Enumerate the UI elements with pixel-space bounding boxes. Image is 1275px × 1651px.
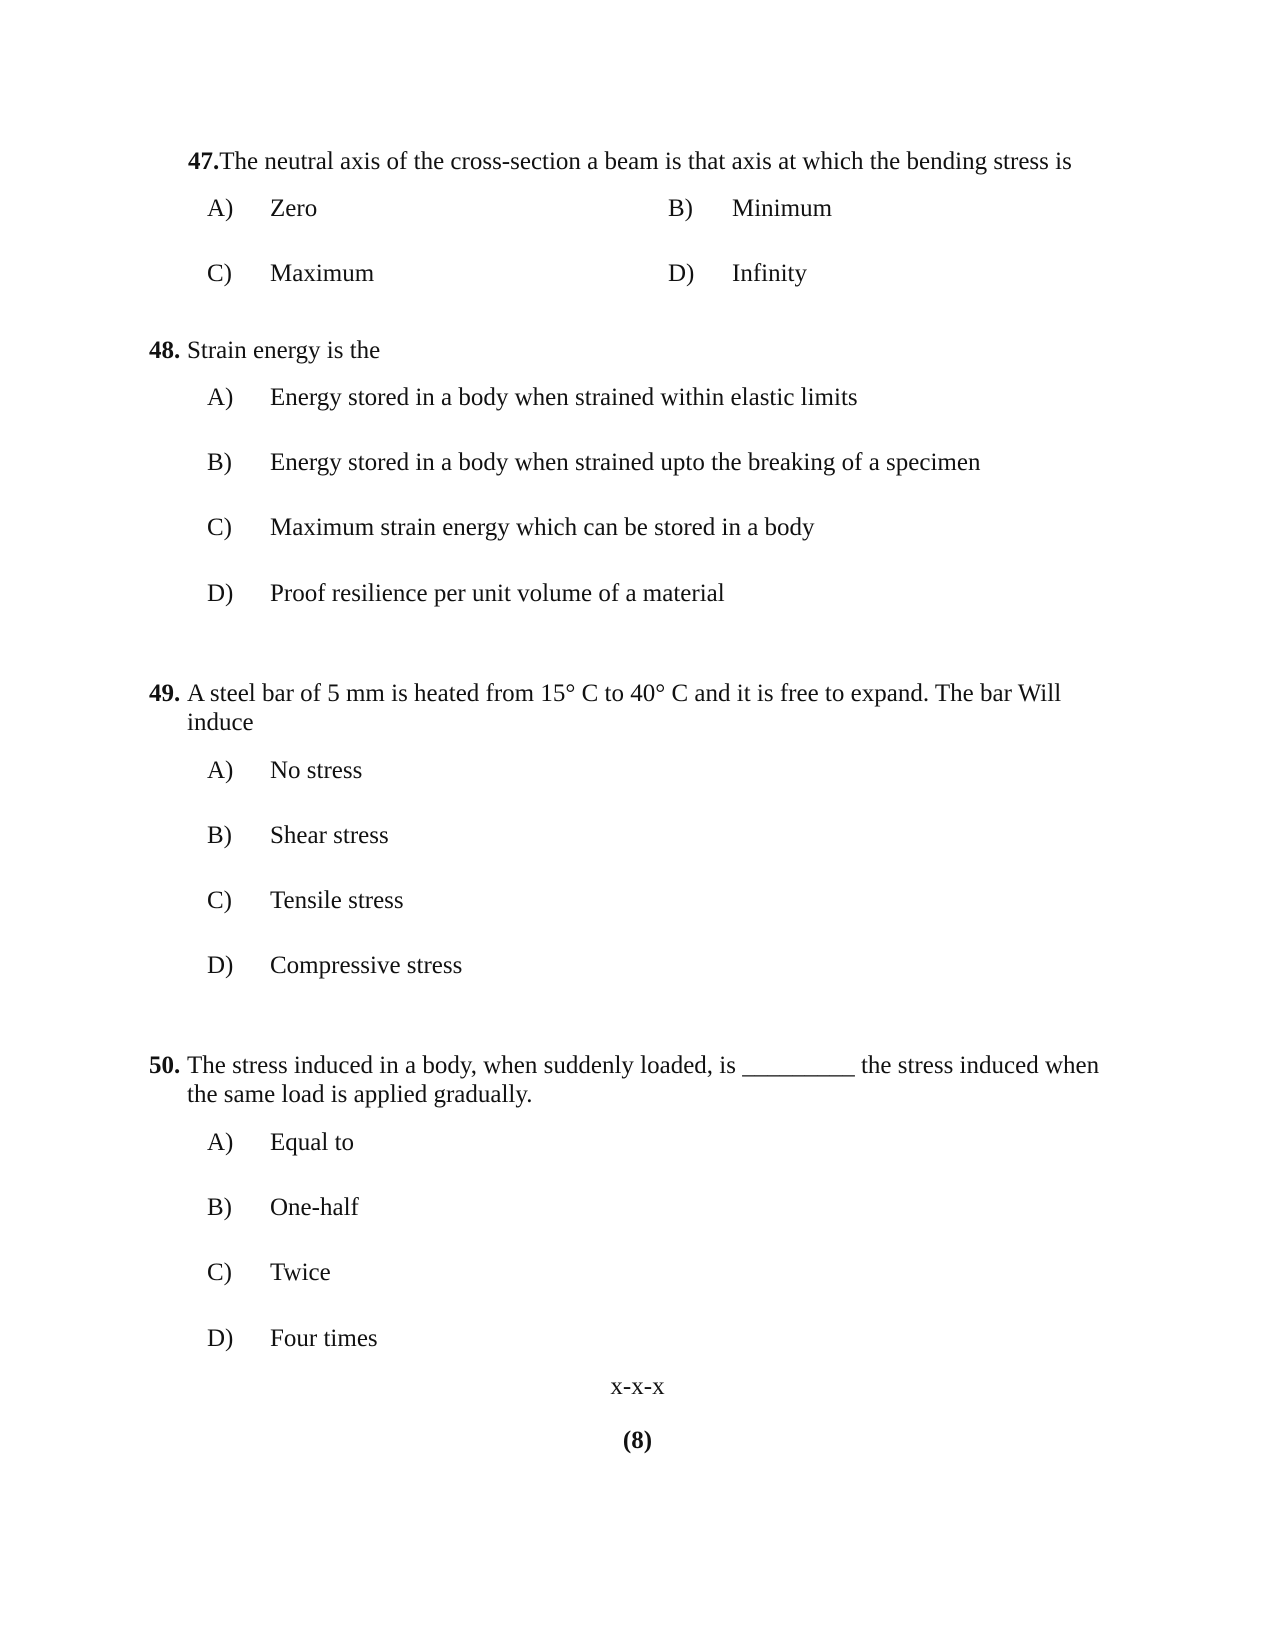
option-label: C) [207, 1259, 232, 1286]
option-text: Maximum [270, 260, 375, 287]
end-mark: x-x-x [610, 1373, 665, 1400]
option-text: Energy stored in a body when strained within elastic limits [270, 384, 858, 411]
option-text: Energy stored in a body when strained upto the breaking of a specimen [270, 449, 981, 476]
question-stem-line-1: The stress induced in a body, when suddenly loaded, is _________ the stress induced when [187, 1052, 1100, 1079]
question-stem-line-2: induce [187, 709, 254, 736]
option-label: C) [207, 514, 232, 541]
question-stem-line-1: A steel bar of 5 mm is heated from 15° C to 40° C and it is free to expand. The bar Will [187, 680, 1062, 707]
option-label: A) [207, 384, 234, 411]
question-number: 49. [149, 680, 181, 707]
option-label: D) [207, 952, 234, 979]
option-text: Tensile stress [270, 887, 404, 914]
question-stem: The neutral axis of the cross-section a beam is that axis at which the bending stress is [219, 148, 1072, 175]
option-text: Maximum strain energy which can be stored in a body [270, 514, 815, 541]
option-text: No stress [270, 757, 363, 784]
option-label: D) [668, 260, 695, 287]
option-text: One-half [270, 1194, 359, 1221]
question-number: 50. [149, 1052, 181, 1079]
option-label: B) [207, 822, 232, 849]
option-text: Compressive stress [270, 952, 463, 979]
option-text: Infinity [732, 260, 807, 287]
option-label: A) [207, 195, 234, 222]
option-label: B) [207, 449, 232, 476]
option-label: A) [207, 757, 234, 784]
question-number: 48. [149, 337, 181, 364]
question-stem-line-2: the same load is applied gradually. [187, 1081, 533, 1108]
question-stem: Strain energy is the [187, 337, 381, 364]
option-label: D) [207, 1325, 234, 1352]
option-label: C) [207, 260, 232, 287]
option-text: Shear stress [270, 822, 389, 849]
option-text: Zero [270, 195, 318, 222]
page-number: (8) [622, 1427, 653, 1454]
option-label: D) [207, 580, 234, 607]
option-label: C) [207, 887, 232, 914]
option-text: Four times [270, 1325, 378, 1352]
option-label: B) [668, 195, 693, 222]
option-text: Minimum [732, 195, 833, 222]
option-text: Equal to [270, 1129, 355, 1156]
option-text: Twice [270, 1259, 331, 1286]
option-label: B) [207, 1194, 232, 1221]
option-label: A) [207, 1129, 234, 1156]
question-number: 47. [188, 148, 220, 175]
option-text: Proof resilience per unit volume of a material [270, 580, 725, 607]
